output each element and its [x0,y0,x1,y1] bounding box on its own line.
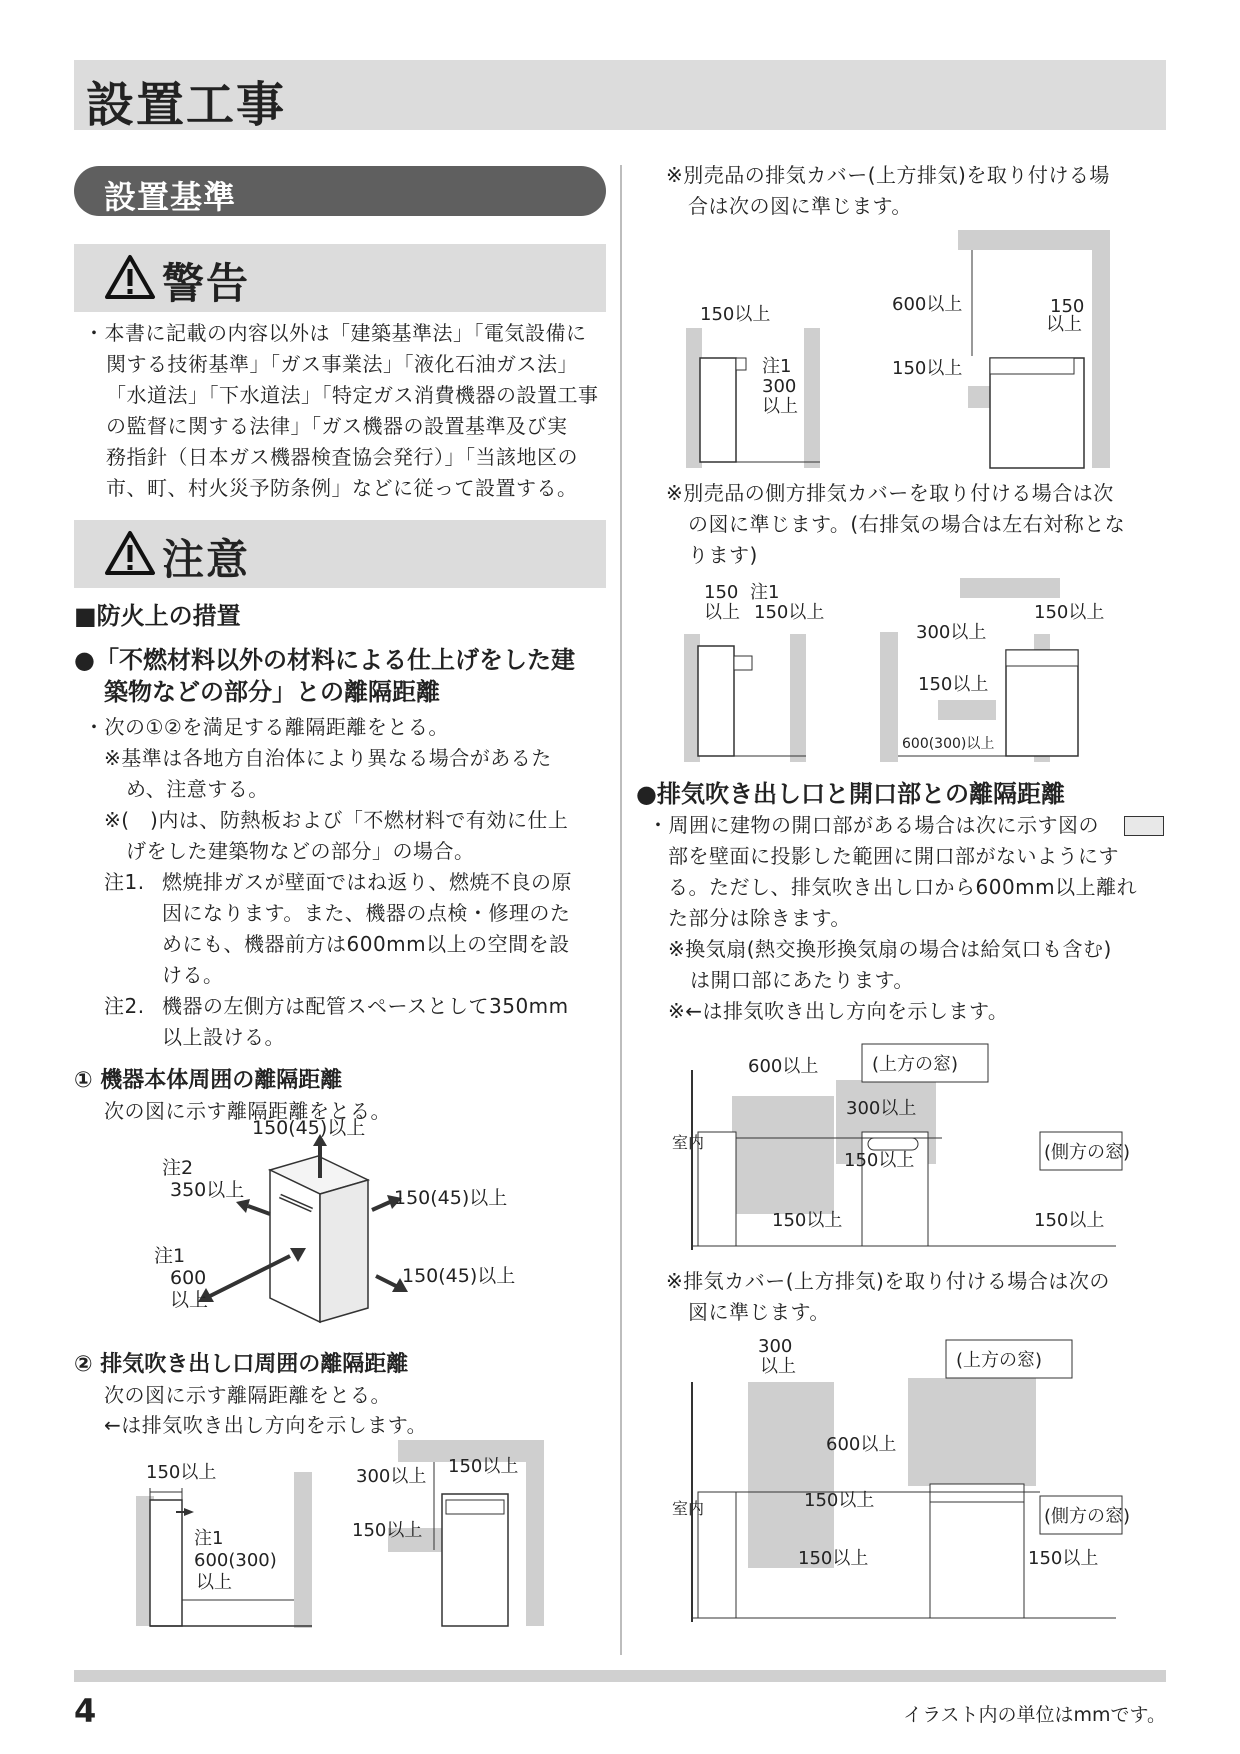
open-indoor-label: 室内 [672,1133,705,1152]
fig2-side-top-label: 150以上 [146,1462,217,1483]
cover-v150r-label: 150以上 [1028,1548,1099,1569]
open-v150r-label: 150以上 [1034,1210,1105,1231]
cover-opening-diagram [672,1328,1136,1628]
arrow-line: ※←は排気吹き出し方向を示します。 [668,999,1009,1023]
cover-v150l-label: 150以上 [798,1548,869,1569]
section-heading [74,166,606,216]
note-line: ※排気カバー(上方排気)を取り付ける場合は次の [666,1269,1110,1293]
side-cover-diagram [680,578,1120,762]
cover-win-side-label: (側方の窓) [1044,1506,1131,1527]
fig1-front-unit: 以上 [170,1289,209,1311]
note-line: 燃焼排ガスが壁面ではね返り、燃焼不良の原 [162,870,572,894]
cover-v150-label: 150以上 [804,1490,875,1511]
note-line: 図に準じます。 [688,1300,830,1324]
cover-indoor-label: 室内 [672,1499,705,1518]
fig2-arrow-note: ←は排気吹き出し方向を示します。 [104,1413,428,1437]
open-v150a-label: 150以上 [844,1150,915,1171]
cover-unit-label: 以上 [760,1356,796,1377]
warning-line: の監督に関する法律」「ガス機器の設置基準及び実 [106,414,568,438]
warning-line: 市、町、村火災予防条例」などに従って設置する。 [106,476,578,500]
upper-unit-label: 以上 [762,396,798,417]
opening-line: る。ただし、排気吹き出し口から600mm以上離れ [668,875,1138,899]
side-cover-note [666,478,1166,571]
side-n150-label: 150以上 [754,602,825,623]
caution-label: 注意 [162,535,251,584]
side-v600-label: 600(300)以上 [902,736,995,752]
note-2-label: 注2. [104,994,145,1018]
warning-label: 警告 [162,259,251,308]
fig1-top-label: 150(45)以上 [252,1117,366,1139]
fig1-diagram [140,1117,560,1336]
fig1-front-note: 注1 [154,1245,186,1267]
upper-v150u-label: 以上 [1046,314,1082,335]
note-line: の図に準じます。(右排気の場合は左右対称とな [688,512,1126,536]
side-v150r-label: 150以上 [1034,602,1105,623]
page-number: 4 [74,1692,97,1730]
warning-line: 「水道法」「下水道法」「特定ガス消費機器の設置工事 [106,383,599,407]
cover2-note [666,1266,1166,1328]
opening-diagram [672,1040,1136,1250]
opening-line: た部分は除きます。 [668,906,851,930]
note-line: めにも、機器前方は600mm以上の空間を設 [162,932,570,956]
side-v150-label: 150以上 [918,674,989,695]
opening-line: 部を壁面に投影した範囲に開口部がないようにす [668,844,1119,868]
section-heading-text: 設置基準 [104,178,237,216]
page-title-bar [74,60,1166,133]
note-line: 合は次の図に準じます。 [688,194,912,218]
fig1-heading: ① 機器本体周囲の離隔距離 [74,1068,343,1093]
unit-note: イラスト内の単位はmmです。 [903,1704,1166,1726]
body-line: げをした建築物などの部分」の場合。 [126,839,475,863]
separation-heading-line: 築物などの部分」との離隔距離 [104,678,440,706]
body-line: ・次の①②を満足する離隔距離をとる。 [84,715,449,739]
caution-body [84,712,614,1053]
fig2-front-150r-label: 150以上 [448,1456,519,1477]
note-line: 因になります。また、機器の点検・修理のた [162,901,571,925]
fig2-side-value: 600(300) [194,1550,277,1571]
fig1-left-value: 350以上 [170,1179,245,1201]
note-line: ※別売品の側方排気カバーを取り付ける場合は次 [666,481,1114,505]
upper-a150-label: 150以上 [700,304,771,325]
upper-v600-label: 600以上 [892,294,963,315]
open-win-side-label: (側方の窓) [1044,1142,1131,1163]
warning-triangle-icon [104,254,156,300]
cover-v300-label: 300 [758,1336,793,1357]
fire-heading: ■防火上の措置 [74,602,241,630]
open-v600-label: 600以上 [748,1056,819,1077]
note-1-label: 注1. [104,870,145,894]
fig2-side-diagram [130,1448,330,1628]
caution-box [74,520,606,588]
fig2-front-diagram [352,1440,558,1626]
fig1-right-label: 150(45)以上 [394,1187,508,1209]
open-v150l-label: 150以上 [772,1210,843,1231]
fig2-side-note: 注1 [194,1528,224,1549]
note-line: ※別売品の排気カバー(上方排気)を取り付ける場 [666,163,1110,187]
page-title: 設置工事 [86,77,287,133]
fig2-heading: ② 排気吹き出し口周囲の離隔距離 [74,1352,409,1377]
warning-text [84,318,614,504]
fan-line: は開口部にあたります。 [690,968,914,992]
note-line: 以上設ける。 [162,1025,285,1049]
fig1-front-value: 600 [170,1267,207,1289]
open-v300-label: 300以上 [846,1098,917,1119]
upper-v300-label: 300 [762,376,797,397]
opening-line: ・周囲に建物の開口部がある場合は次に示す図の [648,813,1099,837]
upper-v150b-label: 150以上 [892,358,963,379]
note-line: ります) [688,543,758,567]
fig2-front-300-label: 300以上 [356,1466,427,1487]
upper-v150-label: 150 [1050,296,1085,317]
cover-win-top-label: (上方の窓) [956,1350,1043,1371]
body-line: ※基準は各地方自治体により異なる場合があるた [104,746,552,770]
side-note-label: 注1 [750,582,780,603]
upper-note-label: 注1 [762,356,792,377]
side-a150u-label: 以上 [704,602,740,623]
opening-heading: ●排気吹き出し口と開口部との離隔距離 [636,780,1065,808]
note-1 [84,867,614,991]
note-2 [84,991,614,1053]
fig1-back-label: 150(45)以上 [402,1265,516,1287]
gray-zone-legend-swatch [1124,816,1164,836]
upper-cover-diagram [680,228,1120,468]
fan-line: ※換気扇(熱交換形換気扇の場合は給気口も含む) [668,937,1112,961]
side-a150-label: 150 [704,582,739,603]
body-line: ※( )内は、防熱板および「不燃材料で有効に仕上 [104,808,569,832]
opening-text [648,810,1166,1027]
warning-line: ・本書に記載の内容以外は「建築基準法」「電気設備に [84,321,587,345]
fig2-side-unit: 以上 [196,1572,232,1593]
note-line: ける。 [162,963,224,987]
column-divider [620,165,622,1655]
note-line: 機器の左側方は配管スペースとして350mm [162,994,569,1018]
footer-bar [74,1670,1166,1682]
fig1-desc: 次の図に示す離隔距離をとる。 [104,1099,391,1123]
warning-line: 務指針（日本ガス機器検査協会発行）」「当該地区の [106,445,578,469]
cover-v600-label: 600以上 [826,1434,897,1455]
body-line: め、注意する。 [126,777,269,801]
separation-heading [74,644,614,708]
fig1-left-note: 注2 [162,1157,194,1179]
fig2-front-150-label: 150以上 [352,1520,423,1541]
side-v300-label: 300以上 [916,622,987,643]
separation-heading-line: ●「不燃材料以外の材料による仕上げをした建 [74,646,575,674]
warning-box [74,244,606,312]
warning-line: 関する技術基準」「ガス事業法」「液化石油ガス法」 [106,352,578,376]
caution-triangle-icon [104,530,156,576]
upper-cover-note [666,160,1166,222]
fig2-desc: 次の図に示す離隔距離をとる。 [104,1383,391,1407]
open-win-top-label: (上方の窓) [872,1054,959,1075]
